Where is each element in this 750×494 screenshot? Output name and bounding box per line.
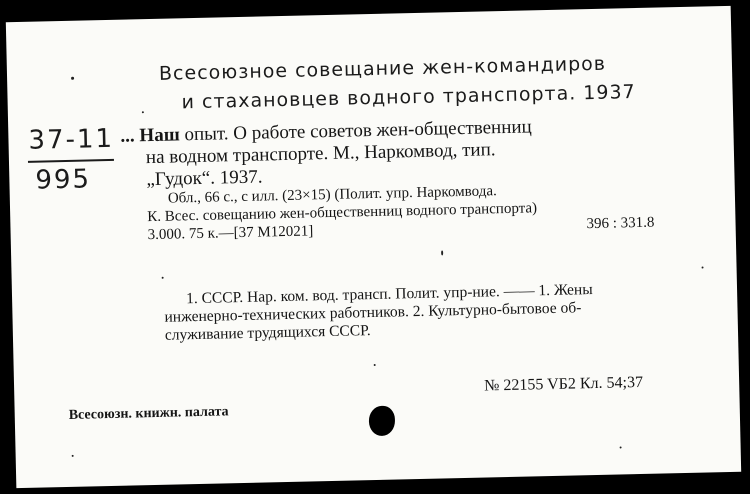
scan-speck [72, 455, 74, 457]
scan-speck [71, 77, 74, 80]
scan-speck [702, 267, 704, 269]
subject-headings-line3: служивание трудящихся СССР. [164, 322, 371, 344]
ink-blot [369, 406, 396, 437]
subject-headings-line2: инженерно-технических работников. 2. Культурно-бытовое об- [164, 299, 582, 326]
handwritten-heading-line2: и стахановцев водного транспорта. 1937 [181, 81, 636, 114]
scan-speck [620, 446, 622, 448]
scan-speck [142, 111, 144, 113]
subject-headings-line1: 1. СССР. Нар. ком. вод. трансп. Полит. упр-ние. —— 1. Жены [185, 281, 593, 308]
classification-number: 396 : 331.8 [586, 214, 655, 233]
publisher-label: Всесоюзн. книжн. палата [68, 404, 229, 423]
handwritten-heading-line1: Всесоюзное совещание жен-командиров [158, 52, 607, 85]
entry-description-line2: К. Всес. совещанию жен-общественниц водного транспорта) [147, 200, 538, 226]
entry-title-rest: опыт. О работе советов жен-общественниц [184, 116, 532, 146]
scan-speck [441, 250, 443, 255]
catalog-card [6, 6, 741, 488]
call-number-line2: 995 [35, 164, 92, 196]
call-number-line1: 37-11 [28, 123, 115, 156]
entry-description-line1: Обл., 66 с., с илл. (23×15) (Полит. упр. Наркомвода. [167, 183, 497, 207]
call-number-divider [28, 159, 114, 163]
scan-speck [162, 277, 164, 279]
entry-title-line3: „Гудок“. 1937. [146, 166, 263, 191]
card-number: № 22155 VБ2 Кл. 54;37 [483, 373, 644, 395]
scan-speck [374, 364, 376, 366]
entry-description-line3: 3.000. 75 к.—[37 М12021] [147, 223, 314, 244]
entry-title-line2: на водном транспорте. М., Наркомвод, тип. [145, 139, 496, 169]
entry-title-lead: ... Наш [120, 124, 180, 147]
